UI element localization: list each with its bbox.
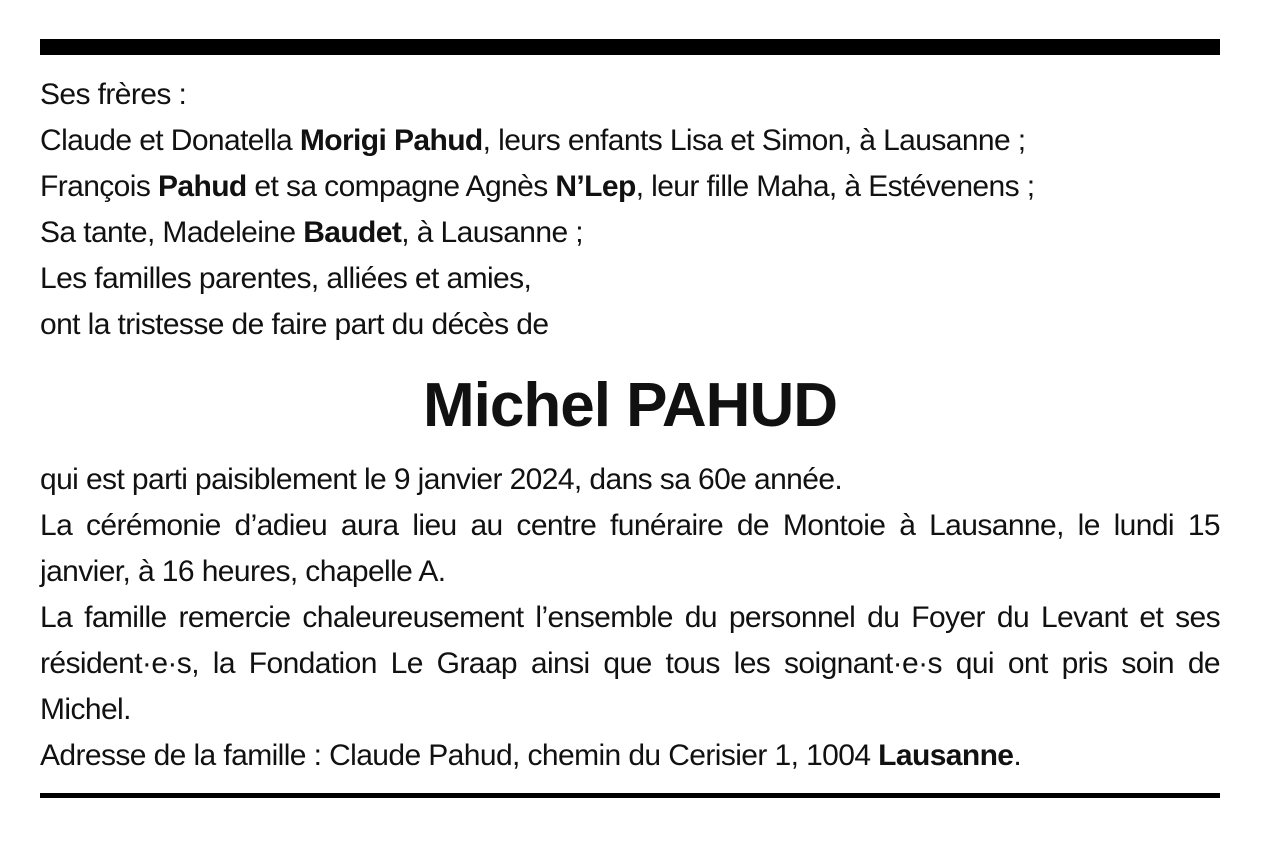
ceremony-text: La cérémonie d’adieu aura lieu au centre funéraire de Montoie à Lausanne, le lundi 15 janvier, à 16 heures, chapelle A. bbox=[40, 509, 1220, 588]
intro-line-aunt: Sa tante, Madeleine Baudet, à Lausanne ; bbox=[40, 216, 584, 249]
intro-line-families: Les familles parentes, alliées et amies, bbox=[40, 262, 532, 295]
departure-text: qui est parti paisiblement le 9 janvier 2024, dans sa 60e année. bbox=[40, 463, 843, 496]
family-name-bold: Morigi Pahud bbox=[299, 124, 483, 157]
family-name-bold: Baudet bbox=[303, 216, 402, 249]
family-name-bold: N’Lep bbox=[555, 170, 636, 203]
bottom-border-rule bbox=[40, 793, 1220, 798]
intro-line-brothers-claude: Claude et Donatella Morigi Pahud, leurs enfants Lisa et Simon, à Lausanne ; bbox=[40, 124, 1026, 157]
family-name-bold: Pahud bbox=[157, 170, 247, 203]
address-city-bold: Lausanne bbox=[878, 739, 1014, 772]
intro-line-brothers-francois: François Pahud et sa compagne Agnès N’Lep, leur fille Maha, à Estévenens ; bbox=[40, 170, 1035, 203]
top-border-rule bbox=[40, 39, 1220, 55]
intro-line-announcement: ont la tristesse de faire part du décès de bbox=[40, 308, 549, 341]
thanks-text: La famille remercie chaleureusement l’ensemble du personnel du Foyer du Levant et ses résident·e·s, la Fondation Le Graap ainsi que tous les soignant·e·s qui ont pris soin de Michel. bbox=[40, 601, 1220, 726]
family-address: Adresse de la famille : Claude Pahud, chemin du Cerisier 1, 1004 Lausanne. bbox=[40, 739, 1022, 772]
family-intro bbox=[40, 72, 1220, 348]
obituary-body bbox=[40, 457, 1220, 779]
deceased-name: Michel PAHUD bbox=[422, 371, 837, 440]
intro-heading: Ses frères : bbox=[40, 78, 187, 111]
